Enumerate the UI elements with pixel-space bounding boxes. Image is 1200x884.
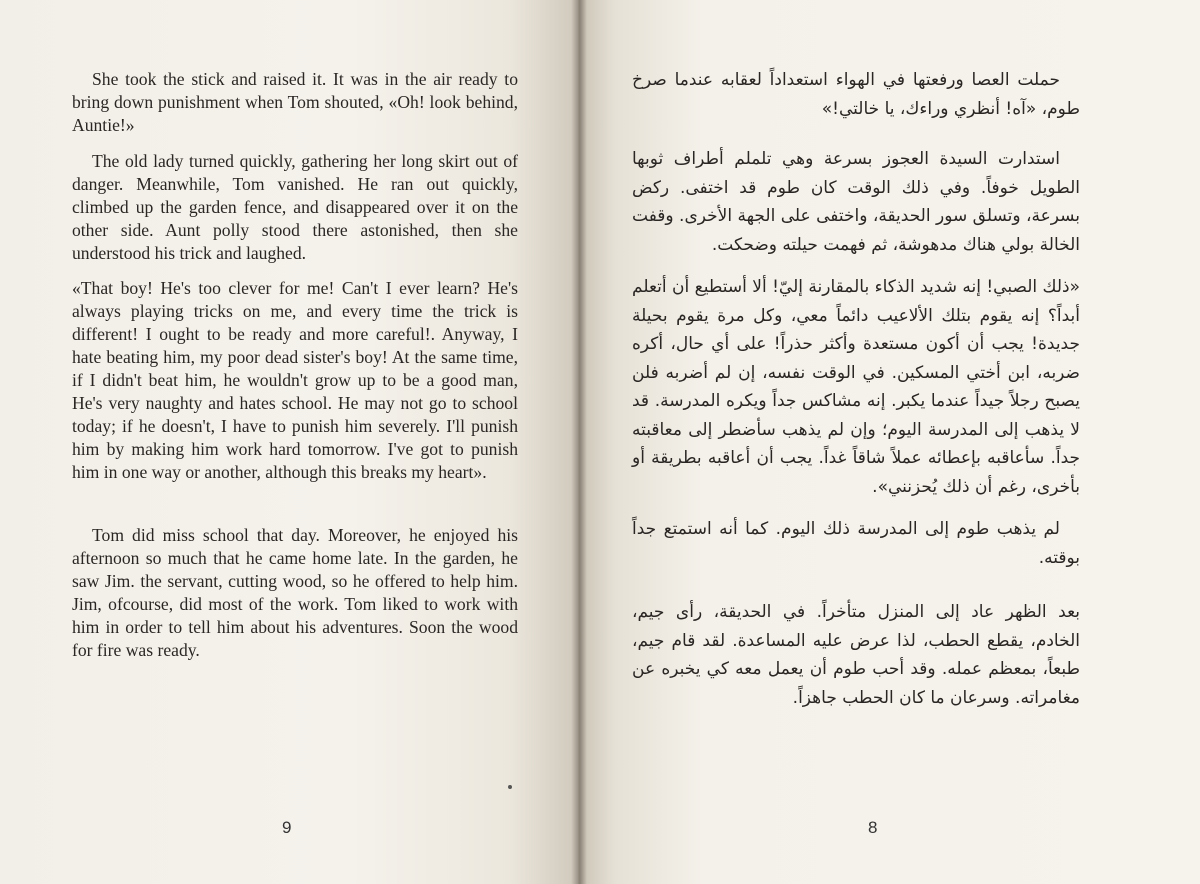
- page-number: 8: [868, 818, 878, 837]
- book-gutter: [571, 0, 587, 884]
- left-page: [0, 0, 578, 884]
- left-page-text: [72, 68, 518, 662]
- paragraph: بعد الظهر عاد إلى المنزل متأخراً. في الحديقة، رأى جيم، الخادم، يقطع الحطب، لذا عرض عليه المساعدة. لقد قام جيم، طبعاً، بمعظم عمله. وقد أحب طوم أن يعمل معه كي يخبره عن مغامراته. وسرعان ما كان الحطب جاهزاً.: [632, 602, 1080, 708]
- page-number: 9: [282, 818, 292, 837]
- right-page-text: [632, 66, 1080, 726]
- paragraph: استدارت السيدة العجوز بسرعة وهي تلملم أطراف ثوبها الطويل خوفاً. وفي ذلك الوقت كان طوم قد اختفى. ركض بسرعة، وتسلق سور الحديقة، واختفى على الجهة الأخرى. وقفت الخالة بولي هناك مدهوشة، ثم فهمت حيلته وضحكت.: [632, 149, 1080, 255]
- paragraph: The old lady turned quickly, gathering her long skirt out of danger. Meanwhile, Tom vanished. He ran out quickly, climbed up the garden fence, and disappeared over it on the other side. Aunt polly stood there astonished, then she understood his trick and laughed.: [72, 151, 518, 263]
- right-page: [578, 0, 1200, 884]
- ink-dot: [508, 785, 512, 789]
- paragraph: «ذلك الصبي! إنه شديد الذكاء بالمقارنة إليّ! ألا أستطيع أن أتعلم أبداً؟ إنه يقوم بتلك الألاعيب دائماً معي، وكل مرة يقوم بحيلة جديدة! يجب أن أكون مستعدة وأكثر حذراً! على أي حال، أكره ضربه، ابن أختي المسكين. في الوقت نفسه، إن لم أضربه فلن يصبح رجلاً جيداً عندما يكبر. إنه مشاكس جداً ويكره المدرسة. قد لا يذهب إلى المدرسة اليوم؛ وإن لم يذهب سأضطر إلى معاقبته جداً. سأعاقبه بإعطائه عملاً شاقاً غداً. يجب أن أعاقبه بطريقة أو بأخرى، رغم أن ذلك يُحزنني».: [632, 277, 1080, 497]
- paragraph: She took the stick and raised it. It was in the air ready to bring down punishment when Tom shouted, «Oh! look behind, Auntie!»: [72, 69, 518, 135]
- paragraph: Tom did miss school that day. Moreover, he enjoyed his afternoon so much that he came home late. In the garden, he saw Jim. the servant, cutting wood, so he offered to help him. Jim, ofcourse, did most of the work. Tom liked to work with him in order to tell him about his adventures. Soon the wood for fire was ready.: [72, 525, 518, 660]
- paragraph: «That boy! He's too clever for me! Can't I ever learn? He's always playing tricks on me, and every time the trick is different! I ought to be ready and more careful!. Anyway, I hate beating him, my poor dead sister's boy! At the same time, if I didn't beat him, he wouldn't grow up to be a good man, He's very naughty and hates school. He may not go to school today; if he doesn't, I have to punish him severely. I'll punish him by making him work hard tomorrow. I've got to punish him in one way or another, although this breaks my heart».: [72, 278, 518, 482]
- paragraph: لم يذهب طوم إلى المدرسة ذلك اليوم. كما أنه استمتع جداً بوقته.: [632, 519, 1080, 568]
- paragraph: حملت العصا ورفعتها في الهواء استعداداً لعقابه عندما صرخ طوم، «آه! أنظري وراءك، يا خالتي!»: [632, 70, 1080, 119]
